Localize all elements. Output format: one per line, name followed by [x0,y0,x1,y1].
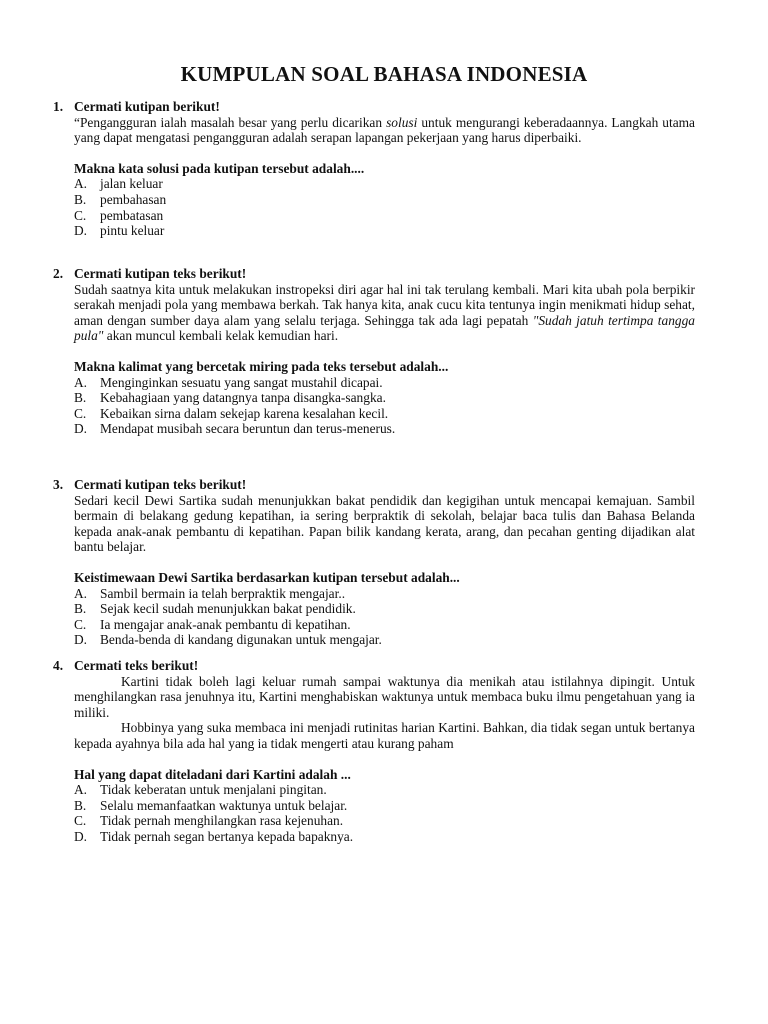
question-1 [53,99,695,239]
question-4 [53,658,695,845]
question-3 [53,477,695,648]
answer-option: A. Menginginkan sesuatu yang sangat mustahil dicapai. [74,374,383,390]
page-title: KUMPULAN SOAL BAHASA INDONESIA [180,62,588,86]
question-passage: Sudah saatnya kita untuk melakukan instropeksi diri agar hal ini tak terulang kembali. Mari kita ubah pola berpikir serakah menjadi pola yang membawa berkah. Tak hanya kita, anak cucu kita tentunya ingin menikmati hidup sehat, aman dengan sumber daya alam yang selalu terjaga. Sehingga tak ada lagi pepatah "Sudah jatuh tertimpa tangga pula" akan muncul kembali kelak kemudian hari. [74,281,696,344]
answer-option: B. Sejak kecil sudah menunjukkan bakat pendidik. [74,601,356,617]
question-prompt: Hal yang dapat diteladani dari Kartini adalah ... [74,766,351,782]
answer-option: D. Benda-benda di kandang digunakan untuk mengajar. [74,632,382,648]
question-heading: Cermati teks berikut! [74,658,199,673]
answer-option: B. Kebahagiaan yang datangnya tanpa disangka-sangka. [74,390,386,406]
question-prompt: Keistimewaan Dewi Sartika berdasarkan kutipan tersebut adalah... [74,569,460,585]
answer-option: C. Tidak pernah menghilangkan rasa kejenuhan. [74,813,344,829]
question-prompt: Makna kalimat yang bercetak miring pada teks tersebut adalah... [74,358,449,374]
passage-italic-phrase: "Sudah jatuh tertimpa tangga pula" [74,312,696,344]
passage-italic-word: solusi [386,114,418,130]
answer-option: C. pembatasan [74,207,164,223]
question-prompt: Makna kata solusi pada kutipan tersebut adalah.... [74,160,365,176]
answer-option: B. pembahasan [74,191,167,207]
answer-option: A. Tidak keberatan untuk menjalani pingitan. [74,782,327,798]
question-number: 4. [53,658,64,673]
question-number: 3. [53,477,64,492]
answer-option: A. jalan keluar [74,176,163,192]
question-heading: Cermati kutipan teks berikut! [74,477,247,492]
question-passage: “Pengangguran ialah masalah besar yang perlu dicarikan solusi untuk mengurangi keberadaannya. Langkah utama yang dapat mengatasi pengangguran adalah serapan lapangan pekerjaan yang harus diperbaiki. [74,114,695,146]
answer-option: D. Tidak pernah segan bertanya kepada bapaknya. [74,828,354,844]
answer-option: C. Kebaikan sirna dalam sekejap karena kesalahan kecil. [74,405,389,421]
answer-option: D. pintu keluar [74,223,165,239]
question-passage: Sedari kecil Dewi Sartika sudah menunjukkan bakat pendidik dan kegigihan untuk mencapai kemajuan. Sambil bermain di belakang gedung kepatihan, ia sering berpraktik di sekolah, belajar baca tulis dan Bahasa Belanda kepada anak-anak pembantu di kepatihan. Papan bilik kandang kerata, arang, dan pecahan genting dijadikan alat bantu belajar. [74,492,695,555]
question-number: 1. [53,99,64,114]
answer-option: C. Ia mengajar anak-anak pembantu di kepatihan. [74,616,351,632]
answer-option: B. Selalu memanfaatkan waktunya untuk belajar. [74,797,348,813]
question-heading: Cermati kutipan berikut! [74,99,220,114]
question-2 [53,266,695,437]
answer-option: D. Mendapat musibah secara beruntun dan terus-menerus. [74,421,396,437]
answer-option: A. Sambil bermain ia telah berpraktik mengajar.. [74,585,346,601]
question-number: 2. [53,266,64,281]
question-heading: Cermati kutipan teks berikut! [74,266,247,281]
question-passage: Kartini tidak boleh lagi keluar rumah sampai waktunya dia menikah atau istilahnya dipingit. Untuk menghilangkan rasa jenuhnya itu, Kartini menghabiskan waktunya untuk membaca buku ilmu pengetahuan yang ia miliki. Hobbinya yang suka membaca ini menjadi rutinitas harian Kartini. Bahkan, dia tidak segan untuk bertanya kepada ayahnya bila ada hal yang ia tidak mengerti atau kurang paham [74,673,695,751]
